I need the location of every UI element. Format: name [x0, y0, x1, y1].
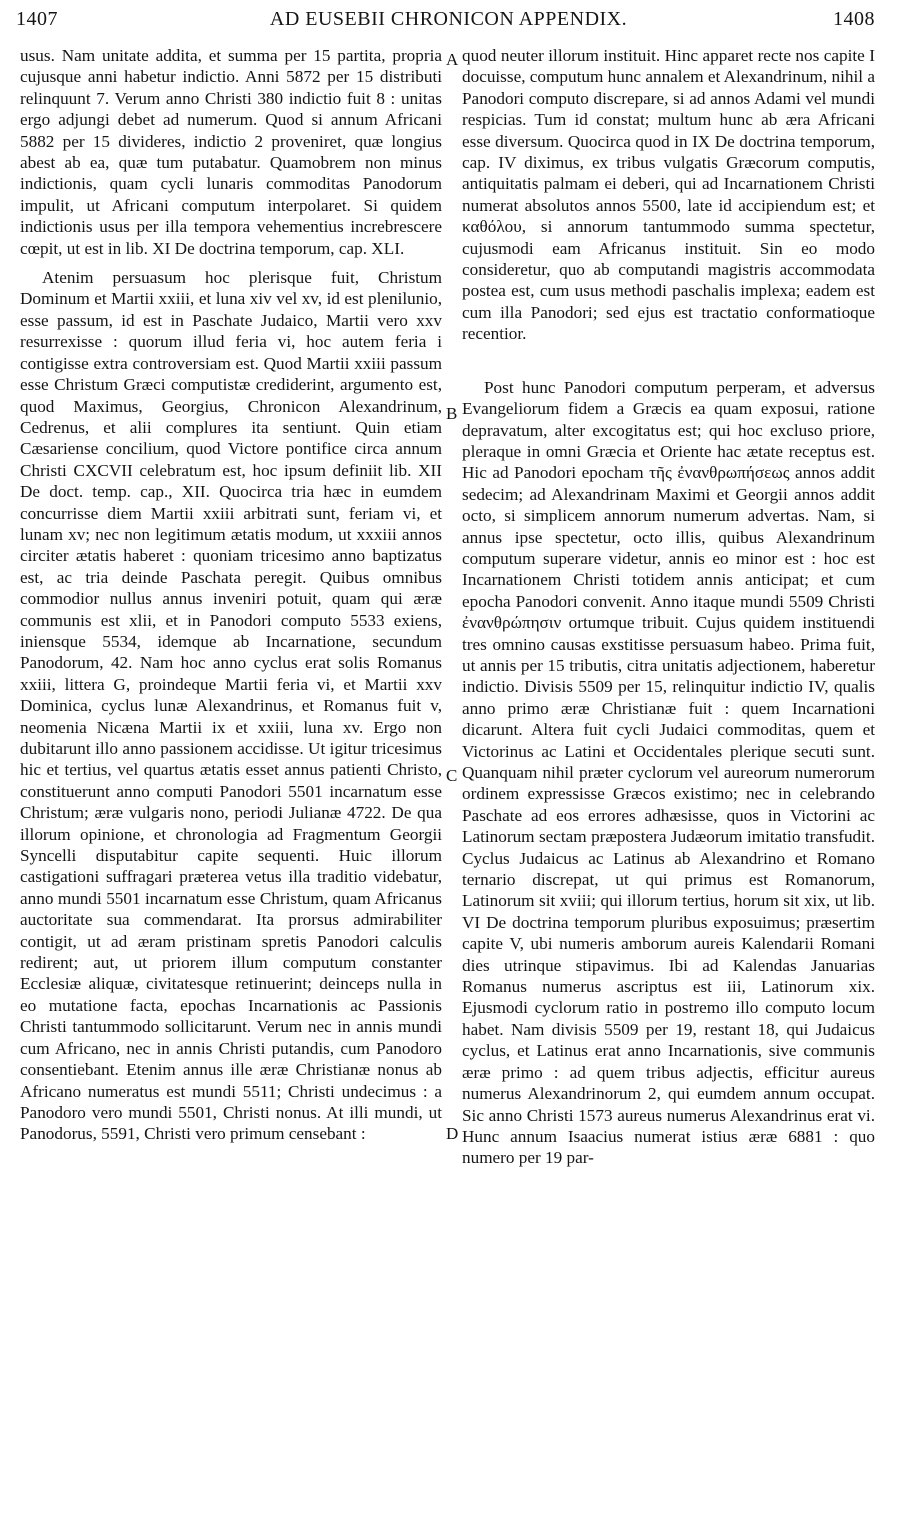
margin-letter-b: B — [446, 404, 458, 423]
paragraph: usus. Nam unitate addita, et summa per 15 partita, propria cujusque anni habetur indictio. Anni 5872 per 15 distributi relinquunt 7. Verum anno Christi 380 indictio fuit 8 : unitas ergo adjungi debet ad numerum. Quod si annum Africani 5882 per 15 divideres, indictio 2 proveniret, quæ longius abest ab ea, quæ tum putabatur. Quamobrem non minus indictionis, quam cycli lunaris commoditas Panodorum impulit, ut Africani computum interpolaret. Si quidem indictionis usus per illa tempora vehementius increbrescere cœpit, ut est in lib. XI De doctrina temporum, cap. XLI. — [20, 46, 442, 258]
page-number-left: 1407 — [16, 8, 58, 30]
paragraph: quod neuter illorum instituit. Hinc apparet recte nos capite I docuisse, computum hunc annalem et Alexandrinum, nihil a Panodori computo discrepare, si ad annos Adami vel mundi respicias. Tum id constat; multum hunc ab æra Africani esse diversum. Quocirca quod in IX De doctrina temporum, cap. IV diximus, ex tribus vulgatis Græcorum computis, antiquitatis palmam ei deberi, qui ad Incarnationem Christi numerat absolutos annos 5500, late id accipiendum est; et καθόλου, si annorum tantummodo summa spectetur, cujusmodi eam Africanus instituit. Sin eo modo consideretur, quo ab computandi magistris accommodata postea est, cum usus methodi paschalis implexa; eadem est cum illa Panodori; sed ejus est tractatio conformatioque recentior. — [462, 46, 875, 344]
margin-letter-a: A — [446, 50, 459, 69]
running-title: AD EUSEBII CHRONICON APPENDIX. — [269, 8, 628, 30]
page-number-right: 1408 — [833, 8, 875, 30]
margin-letter-c: C — [446, 766, 458, 785]
paragraph: Atenim persuasum hoc plerisque fuit, Christum Dominum et Martii xxiii, et luna xiv vel xv, id est plenilunio, esse passum, id est in Paschate Judaico, Martii vero xxv resurrexisse : quorum illud feria vi, hoc autem feria i contigisse extra controversiam est. Quod Martii xxiii passum esse Christum Græci computistæ crediderint, argumento est, quod Maximus, Georgius, Chronicon Alexandrinum, Cedrenus, et alii complures ita sentiunt. Quin etiam Cæsariense concilium, quod Victore pontifice circa annum Christi CXCVII celebratum est, hoc ipsum definiit lib. XII De doct. temp. cap., XII. Quocirca tria hæc in eumdem concurrisse diem Martii xxiii arbitrati sunt, feriam vi, et lunam xv; nec non legitimum ætatis modum, ut xxxiii annos circiter ætatis haberet : quoniam tricesimo anno baptizatus est, ac tria deinde Paschata peregit. Quibus omnibus commodior nullus annus inveniri potuit, quam qui æræ communis est xlii, et in Panodori computo 5533 exiens, iniensque 5534, idemque ab Incarnatione, secundum Panodorum, 42. Nam hoc anno cyclus erat solis Romanus xxiii, littera G, proindeque Martii feria vi, et Martii xxv Dominica, cyclus lunæ Alexandrinus, et Romanus fuit v, neomenia Nicæna Martii ix et xxiii, luna xv. Ergo non dubitarunt illo anno passionem accidisse. Ut igitur tricesimus hic et tertius, vel quartus ætatis esset annus patienti Christo, constituerunt anno computi Panodori 5501 incarnatum esse Christum; æræ vulgaris nono, periodi Julianæ 4722. De qua illorum opinione, et chronologia ad Fragmentum Georgii Syncelli disputabitur capite sequenti. Huic illorum castigationi suffragari præterea vetus illa traditio videbatur, anno mundi 5501 incarnatum esse Christum, quam Africanus auctoritate sua commendarat. Ita prorsus admirabiliter contigit, ut ad æram pristinam spretis Panodori calculis redirent; aut, ut priorem illum computum constanter Ecclesiæ aliquæ, civitatesque retinuerint; deinceps nulla in eo mutatione facta, epochas Incarnationis ac Passionis Christi tantummodo sollicitarunt. Verum nec in annis mundi cum Africano, nec in annis Christi putandis, cum Panodoro consentiebant. Etenim annus ille æræ Christianæ nonus ab Africano numeratus est mundi 5511; Christi undecimus : a Panodoro vero mundi 5501, Christi nonus. At illi mundi, ut Panodorus, 5591, Christi vero primum censebant : — [20, 268, 442, 1144]
margin-letter-d: D — [446, 1124, 459, 1143]
paragraph: Post hunc Panodori computum perperam, et adversus Evangeliorum fidem a Græcis ea quam exposui, ratione depravatum, alter excogitatus est; qui hoc excluso priore, pleraque in omni Græcia et Oriente hac ætate receptus est. Hic ad Panodori epocham τῆς ἐνανθρωπήσεως annos addit sedecim; ad Alexandrinam Maximi et Georgii annos addit octo, si simplicem annorum numerum advertas. Nam, si annus ipse spectetur, octo illis, quibus Alexandrinum computum superare videtur, annis eo minor est : hoc est Incarnationem Christi totidem annis anticipat; et cum epocha Panodori convenit. Anno itaque mundi 5509 Christi ἐνανθρώπησιν ortumque tribuit. Cujus quidem instituendi tres omnino causas exstitisse persuasum habeo. Prima fuit, ut annis per 15 tributis, citra unitatis adjectionem, haberetur indictio. Divisis 5509 per 15, relinquitur indictio IV, qualis anno primo æræ Christianæ fuit : quem Incarnationi dicarunt. Altera fuit cycli Judaici commoditas, quem et Victorinus ac Latini et Occidentales plerique secuti sunt. Quanquam nihil præter cyclorum vel aureorum numerorum ordinem expressisse Græcos existimo; nec in celebrando Paschate ad eos errores adhæsisse, quos in Victorini ac Latinorum sectam præpostera Judæorum imitatio transfudit. Cyclus Judaicus ac Latinus ab Alexandrino et Romano ternario discrepat, ut qui primus est Romanorum, Latinorum sit xviii; qui illorum tertius, horum sit xix, ut lib. VI De doctrina temporum pluribus exposuimus; præsertim capite V, ubi numeris amborum aureis Kalendarii Romani dies utrinque stipavimus. Ibi ad Kalendas Januarias Romanus numerus ascriptus est iii, Latinorum xix. Ejusmodi cyclorum ratio in postremo illo computo locum habet. Nam divisis 5509 per 19, restant 18, qui Judaicus cyclus, et Latinus erat anno Incarnationis, sive communis æræ primo : ad quem tribus adjectis, efficitur aureus numerus Alexandrinorum 2, qui eumdem annum occupat. Sic anno Christi 1573 aureus numerus Alexandrinus erat vi. Hunc annum Isaacius numerat istius æræ 6881 : quo numero per 19 par- — [462, 377, 875, 1168]
running-header — [0, 6, 897, 36]
right-column — [462, 45, 875, 1169]
left-column — [20, 45, 442, 1145]
